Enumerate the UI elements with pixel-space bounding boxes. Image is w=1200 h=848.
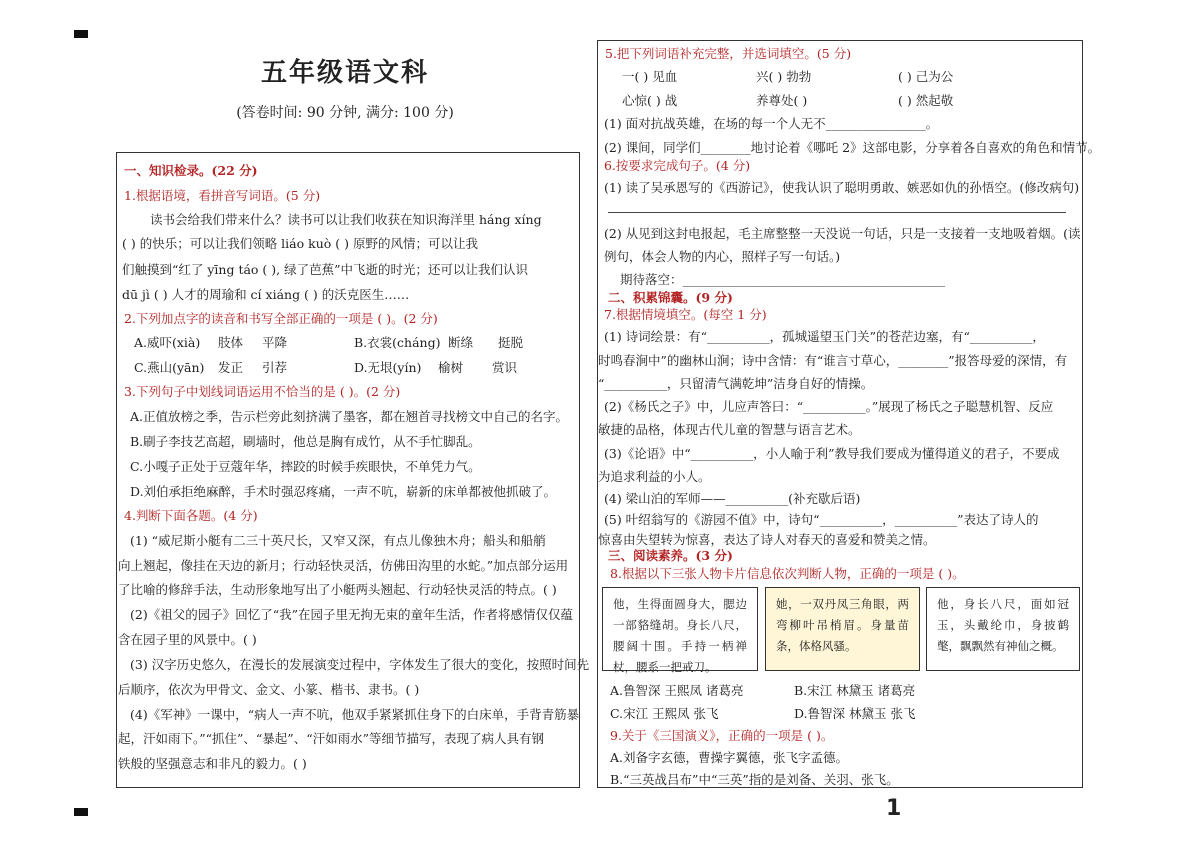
q2-option: 挺脱 <box>498 335 524 350</box>
q1-line: ( ) 的快乐；可以让我们领略 liáo kuò ( ) 原野的风情；可以让我 <box>122 236 478 251</box>
q5-idiom: 兴( ) 勃勃 <box>756 69 812 84</box>
q3-option-d: D.刘伯承拒绝麻醉，手术时强忍疼痛，一声不吭，崭新的床单都被他抓破了。 <box>130 484 557 499</box>
q5-idiom: ( ) 然起敬 <box>898 93 954 108</box>
q8-option-d: D.鲁智深 林黛玉 张飞 <box>794 706 916 721</box>
q6-line: (1) 读了吴承恩写的《西游记》，使我认识了聪明勇敢、嫉恶如仇的孙悟空。(修改病句) <box>604 180 1080 195</box>
q7-line: (2)《杨氏之子》中，儿应声答曰：“__________。”展现了杨氏之子聪慧机智、反应 <box>604 399 1054 414</box>
character-card-1: 他，生得面圆身大，腮边一部貉缝胡。身长八尺，腰阔十围。手持一柄禅杖，腰系一把戒刀。 <box>602 587 758 671</box>
q7-line: 时鸣春涧中”的幽林山涧；诗中含情：有“谁言寸草心，________”报答母爱的深情，有 <box>598 353 1068 368</box>
q2-option: 引荐 <box>262 360 288 375</box>
q6-line: (2) 从见到这封电报起，毛主席整整一天没说一句话，只是一支接着一支地吸着烟。(读 <box>604 226 1081 241</box>
question-6: 6.按要求完成句子。(4 分) <box>604 158 751 173</box>
q4-line: 后顺序，依次为甲骨文、金文、小篆、楷书、隶书。( ) <box>118 682 420 697</box>
registration-mark-top-left <box>74 30 88 38</box>
q4-line: (2)《祖父的园子》回忆了“我”在园子里无拘无束的童年生活，作者将感情仅仅蕴 <box>130 607 573 622</box>
q7-line: (1) 诗词绘景：有“__________，孤城遥望玉门关”的苍茫边塞，有“__________， <box>604 329 1045 344</box>
q5-fill-2: (2) 课间，同学们________地讨论着《哪吒 2》这部电影，分享着各自喜欢的角色和情节。 <box>604 140 1101 155</box>
question-9: 9.关于《三国演义》，正确的一项是 ( )。 <box>610 728 834 743</box>
q3-option-c: C.小嘎子正处于豆蔻年华，摔跤的时候手疾眼快，不单凭力气。 <box>130 459 481 474</box>
q1-line: 们触摸到“红了 yīng táo ( ), 绿了芭蕉”中飞逝的时光；还可以让我们认识 <box>122 262 528 277</box>
q6-answer-line <box>608 212 1066 213</box>
q7-line: 为追求利益的小人。 <box>598 469 711 484</box>
page-number: 1 <box>886 796 902 821</box>
question-4: 4.判断下面各题。(4 分) <box>124 508 258 523</box>
q4-line: (4)《军神》一课中，“病人一声不吭，他双手紧紧抓住身下的白床单，手背青筋暴 <box>130 707 580 722</box>
section-1-heading: 一、知识检录。(22 分) <box>124 163 258 178</box>
question-3: 3.下列句子中划线词语运用不恰当的是 ( )。(2 分) <box>124 384 401 399</box>
q4-line: 起，汗如雨下。”“抓住”、“暴起”、“汗如雨水”等细节描写，表现了病人具有钢 <box>118 731 544 746</box>
q2-option: 赏识 <box>492 360 518 375</box>
q2-option: 断绦 <box>448 335 474 350</box>
q5-idiom: 心惊( ) 战 <box>622 93 678 108</box>
registration-mark-bottom-left <box>74 808 88 816</box>
q2-option: C.燕山(yān) <box>134 360 205 375</box>
q5-idiom: ( ) 己为公 <box>898 69 954 84</box>
section-3-heading: 三、阅读素养。(3 分) <box>608 548 733 563</box>
question-1: 1.根据语境，看拼音写词语。(5 分) <box>124 188 321 203</box>
q7-line: 惊喜由失望转为惊喜，表达了诗人对春天的喜爱和赞美之情。 <box>598 532 936 547</box>
q7-line: “__________，只留清气满乾坤”洁身自好的情操。 <box>598 376 874 391</box>
q7-line: 敏捷的品格，体现古代儿童的智慧与语言艺术。 <box>598 422 861 437</box>
q4-line: 含在园子里的风景中。( ) <box>118 632 257 647</box>
question-2: 2.下列加点字的读音和书写全部正确的一项是 ( )。(2 分) <box>124 311 438 326</box>
q4-line: (3) 汉字历史悠久，在漫长的发展演变过程中，字体发生了很大的变化，按照时间先 <box>130 657 590 672</box>
q8-option-b: B.宋江 林黛玉 诸葛亮 <box>794 683 916 698</box>
q5-idiom: 一( ) 见血 <box>622 69 678 84</box>
q7-line: (4) 梁山泊的军师——__________(补充歇后语) <box>604 491 861 506</box>
section-2-heading: 二、积累锦囊。(9 分) <box>608 290 733 305</box>
q7-line: (5) 叶绍翁写的《游园不值》中，诗句“__________，__________”表达了诗人的 <box>604 512 1039 527</box>
q8-option-a: A.鲁智深 王熙凤 诸葛亮 <box>610 683 744 698</box>
character-card-2: 她，一双丹凤三角眼，两弯柳叶吊梢眉。身量苗条，体格风骚。 <box>765 587 920 671</box>
q9-option-b: B.“三英战吕布”中“三英”指的是刘备、关羽、张飞。 <box>610 772 899 787</box>
q4-line: 向上翘起，像挂在天边的新月；行动轻快灵活，仿佛田沟里的水蛇。”加点部分运用 <box>118 558 569 573</box>
question-8: 8.根据以下三张人物卡片信息依次判断人物，正确的一项是 ( )。 <box>610 566 965 581</box>
q2-option: 发正 <box>218 360 244 375</box>
page-title: 五年级语文科 <box>260 58 429 88</box>
character-card-3: 他，身长八尺，面如冠玉，头戴纶巾，身披鹤氅，飘飘然有神仙之概。 <box>926 587 1080 671</box>
q6-line: 例句，体会人物的内心，照样子写一句话。) <box>604 249 841 264</box>
q2-option: A.威吓(xià) <box>134 335 201 350</box>
question-5: 5.把下列词语补充完整，并选词填空。(5 分) <box>605 46 852 61</box>
page-subtitle: (答卷时间: 90 分钟, 满分: 100 分) <box>236 105 454 121</box>
q3-option-a: A.正值放榜之季，告示栏旁此刻挤满了墨客，都在翘首寻找榜文中自己的名字。 <box>130 409 569 424</box>
q5-fill-1: (1) 面对抗战英雄，在场的每一个人无不________________。 <box>604 116 939 131</box>
question-7: 7.根据情境填空。(每空 1 分) <box>604 307 767 322</box>
q3-option-b: B.刷子李技艺高超，刷墙时，他总是胸有成竹，从不手忙脚乱。 <box>130 434 481 449</box>
q9-option-a: A.刘备字玄德，曹操字翼德，张飞字孟德。 <box>610 750 849 765</box>
q2-option: 平降 <box>262 335 288 350</box>
q2-option: D.无垠(yín) <box>354 360 422 375</box>
q2-option: B.衣裳(cháng) <box>354 335 441 350</box>
q5-idiom: 养尊处( ) <box>756 93 808 108</box>
q1-line: dū jì ( ) 人才的周瑜和 cí xiáng ( ) 的沃克医生…… <box>122 287 410 302</box>
q2-option: 榆树 <box>438 360 464 375</box>
q1-line: 读书会给我们带来什么？读书可以让我们收获在知识海洋里 háng xíng <box>150 212 542 227</box>
q7-line: (3)《论语》中“__________，小人喻于利”教导我们要成为懂得道义的君子，不要成 <box>604 446 1060 461</box>
q2-option: 肢体 <box>218 335 244 350</box>
q4-line: 铁般的坚强意志和非凡的毅力。( ) <box>118 756 307 771</box>
q8-option-c: C.宋江 王熙凤 张飞 <box>610 706 719 721</box>
q4-line: (1) “威尼斯小艇有二三十英尺长，又窄又深，有点儿像独木舟；船头和船艄 <box>130 533 546 548</box>
q6-line: 期待落空：__________________________________________ <box>620 272 946 287</box>
q4-line: 了比喻的修辞手法，生动形象地写出了小艇两头翘起、行动轻快灵活的特点。( ) <box>118 582 557 597</box>
